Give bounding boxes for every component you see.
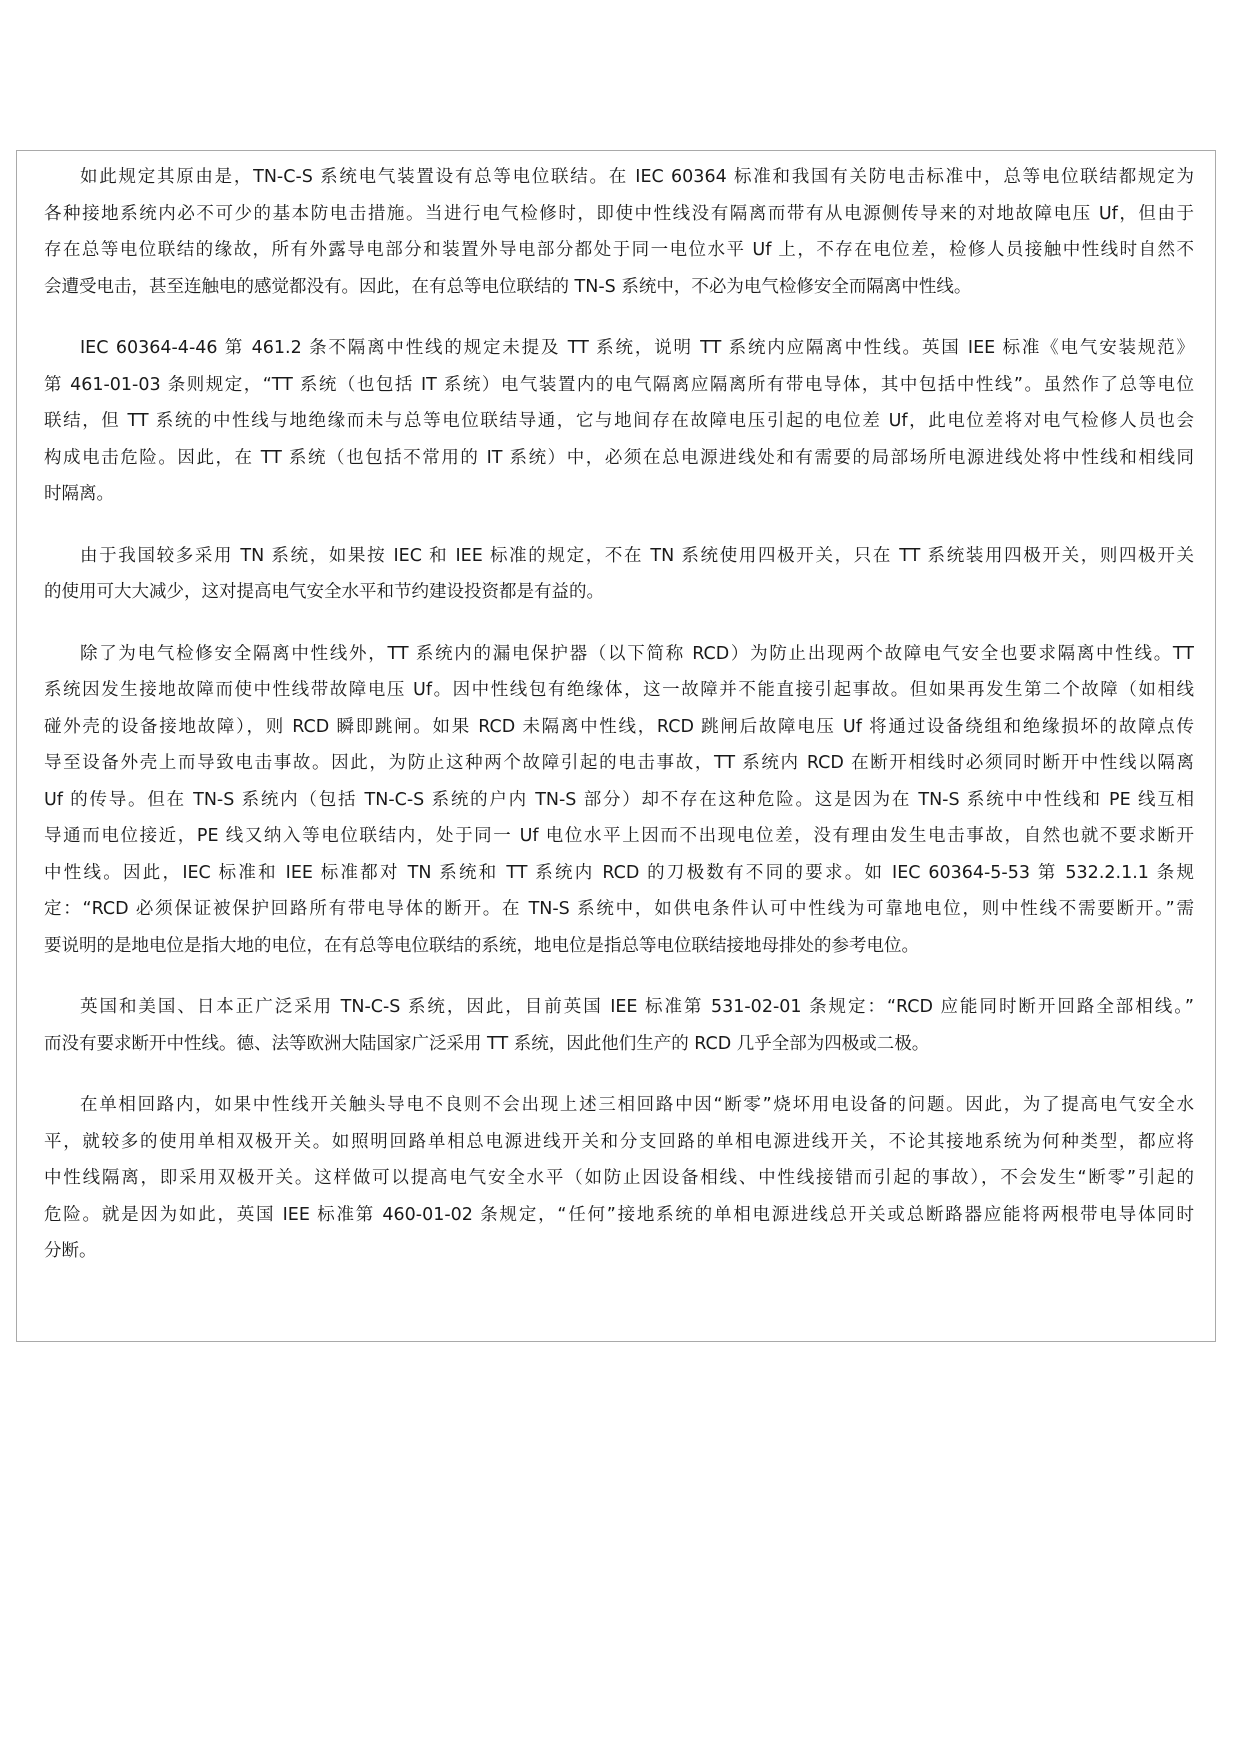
paragraph-line: 要说明的是地电位是指大地的电位，在有总等电位联结的系统，地电位是指总等电位联结接地母排处的参考电位。 [44,935,919,956]
paragraph-line: 导通而电位接近，PE 线又纳入等电位联结内，处于同一 Uf 电位水平上因而不出现电位差，没有理由发生电击事故，自然也就不要求断开 [44,826,1194,846]
paragraph-line: 系统因发生接地故障而使中性线带故障电压 Uf。因中性线包有绝缘体，这一故障并不能直接引起事故。但如果再发生第二个故障（如相线 [44,680,1194,700]
paragraph-line: 构成电击危险。因此，在 TT 系统（也包括不常用的 IT 系统）中，必须在总电源进线处和有需要的局部场所电源进线处将中性线和相线同 [44,447,1194,468]
paragraph-line: 存在总等电位联结的缘故，所有外露导电部分和装置外导电部分都处于同一电位水平 Uf 上，不存在电位差，检修人员接触中性线时自然不 [44,240,1194,260]
paragraph-line: 而没有要求断开中性线。德、法等欧洲大陆国家广泛采用 TT 系统，因此他们生产的 RCD 几乎全部为四极或二极。 [44,1033,930,1054]
paragraph-line: 时隔离。 [44,484,114,504]
paragraph [44,159,1194,305]
paragraph-line: 各种接地系统内必不可少的基本防电击措施。当进行电气检修时，即使中性线没有隔离而带有从电源侧传导来的对地故障电压 Uf，但由于 [44,203,1194,224]
paragraph-line: 除了为电气检修安全隔离中性线外，TT 系统内的漏电保护器（以下简称 RCD）为防止出现两个故障电气安全也要求隔离中性线。TT [80,643,1194,664]
paragraph-line: 第 461-01-03 条则规定，“TT 系统（也包括 IT 系统）电气装置内的电气隔离应隔离所有带电导体，其中包括中性线”。虽然作了总等电位 [44,374,1194,395]
document-body [44,159,1194,1295]
paragraph-line: IEC 60364-4-46 第 461.2 条不隔离中性线的规定未提及 TT 系统，说明 TT 系统内应隔离中性线。英国 IEE 标准《电气安装规范》 [80,338,1194,358]
paragraph-line: 中性线。因此，IEC 标准和 IEE 标准都对 TN 系统和 TT 系统内 RCD 的刀极数有不同的要求。如 IEC 60364-5-53 第 532.2.1.1 条规 [44,862,1194,883]
paragraph-line: 中性线隔离，即采用双极开关。这样做可以提高电气安全水平（如防止因设备相线、中性线接错而引起的事故），不会发生“断零”引起的 [44,1168,1194,1188]
paragraph [44,636,1194,965]
paragraph-line: 如此规定其原由是，TN-C-S 系统电气装置设有总等电位联结。在 IEC 60364 标准和我国有关防电击标准中，总等电位联结都规定为 [80,167,1194,187]
paragraph [44,538,1194,611]
paragraph-line: 碰外壳的设备接地故障），则 RCD 瞬即跳闸。如果 RCD 未隔离中性线，RCD 跳闸后故障电压 Uf 将通过设备绕组和绝缘损坏的故障点传 [44,716,1194,737]
paragraph-line: 定：“RCD 必须保证被保护回路所有带电导体的断开。在 TN-S 系统中，如供电条件认可中性线为可靠地电位，则中性线不需要断开。”需 [44,899,1194,919]
paragraph-line: 由于我国较多采用 TN 系统，如果按 IEC 和 IEE 标准的规定，不在 TN 系统使用四极开关，只在 TT 系统装用四极开关，则四极开关 [80,545,1194,566]
paragraph [44,1087,1194,1270]
paragraph-line: 在单相回路内，如果中性线开关触头导电不良则不会出现上述三相回路中因“断零”烧坏用电设备的问题。因此，为了提高电气安全水 [80,1095,1194,1115]
paragraph-line: 平，就较多的使用单相双极开关。如照明回路单相总电源进线开关和分支回路的单相电源进线开关，不论其接地系统为何种类型，都应将 [44,1131,1194,1152]
paragraph-line: 危险。就是因为如此，英国 IEE 标准第 460-01-02 条规定，“任何”接地系统的单相电源进线总开关或总断路器应能将两根带电导体同时 [44,1204,1194,1225]
paragraph [44,989,1194,1062]
paragraph-line: 联结，但 TT 系统的中性线与地绝缘而未与总等电位联结导通，它与地间存在故障电压引起的电位差 Uf，此电位差将对电气检修人员也会 [44,411,1194,431]
document-frame [16,150,1216,1342]
paragraph-line: 导至设备外壳上而导致电击事故。因此，为防止这种两个故障引起的电击事故，TT 系统内 RCD 在断开相线时必须同时断开中性线以隔离 [44,753,1194,773]
paragraph-line: 的使用可大大减少，这对提高电气安全水平和节约建设投资都是有益的。 [44,582,604,602]
paragraph-line: Uf 的传导。但在 TN-S 系统内（包括 TN-C-S 系统的户内 TN-S 部分）却不存在这种危险。这是因为在 TN-S 系统中中性线和 PE 线互相 [44,789,1194,810]
paragraph-line: 分断。 [44,1241,97,1261]
paragraph-line: 会遭受电击，甚至连触电的感觉都没有。因此，在有总等电位联结的 TN-S 系统中，不必为电气检修安全而隔离中性线。 [44,276,972,297]
paragraph-line: 英国和美国、日本正广泛采用 TN-C-S 系统，因此，目前英国 IEE 标准第 531-02-01 条规定：“RCD 应能同时断开回路全部相线。” [80,997,1194,1017]
paragraph [44,330,1194,513]
